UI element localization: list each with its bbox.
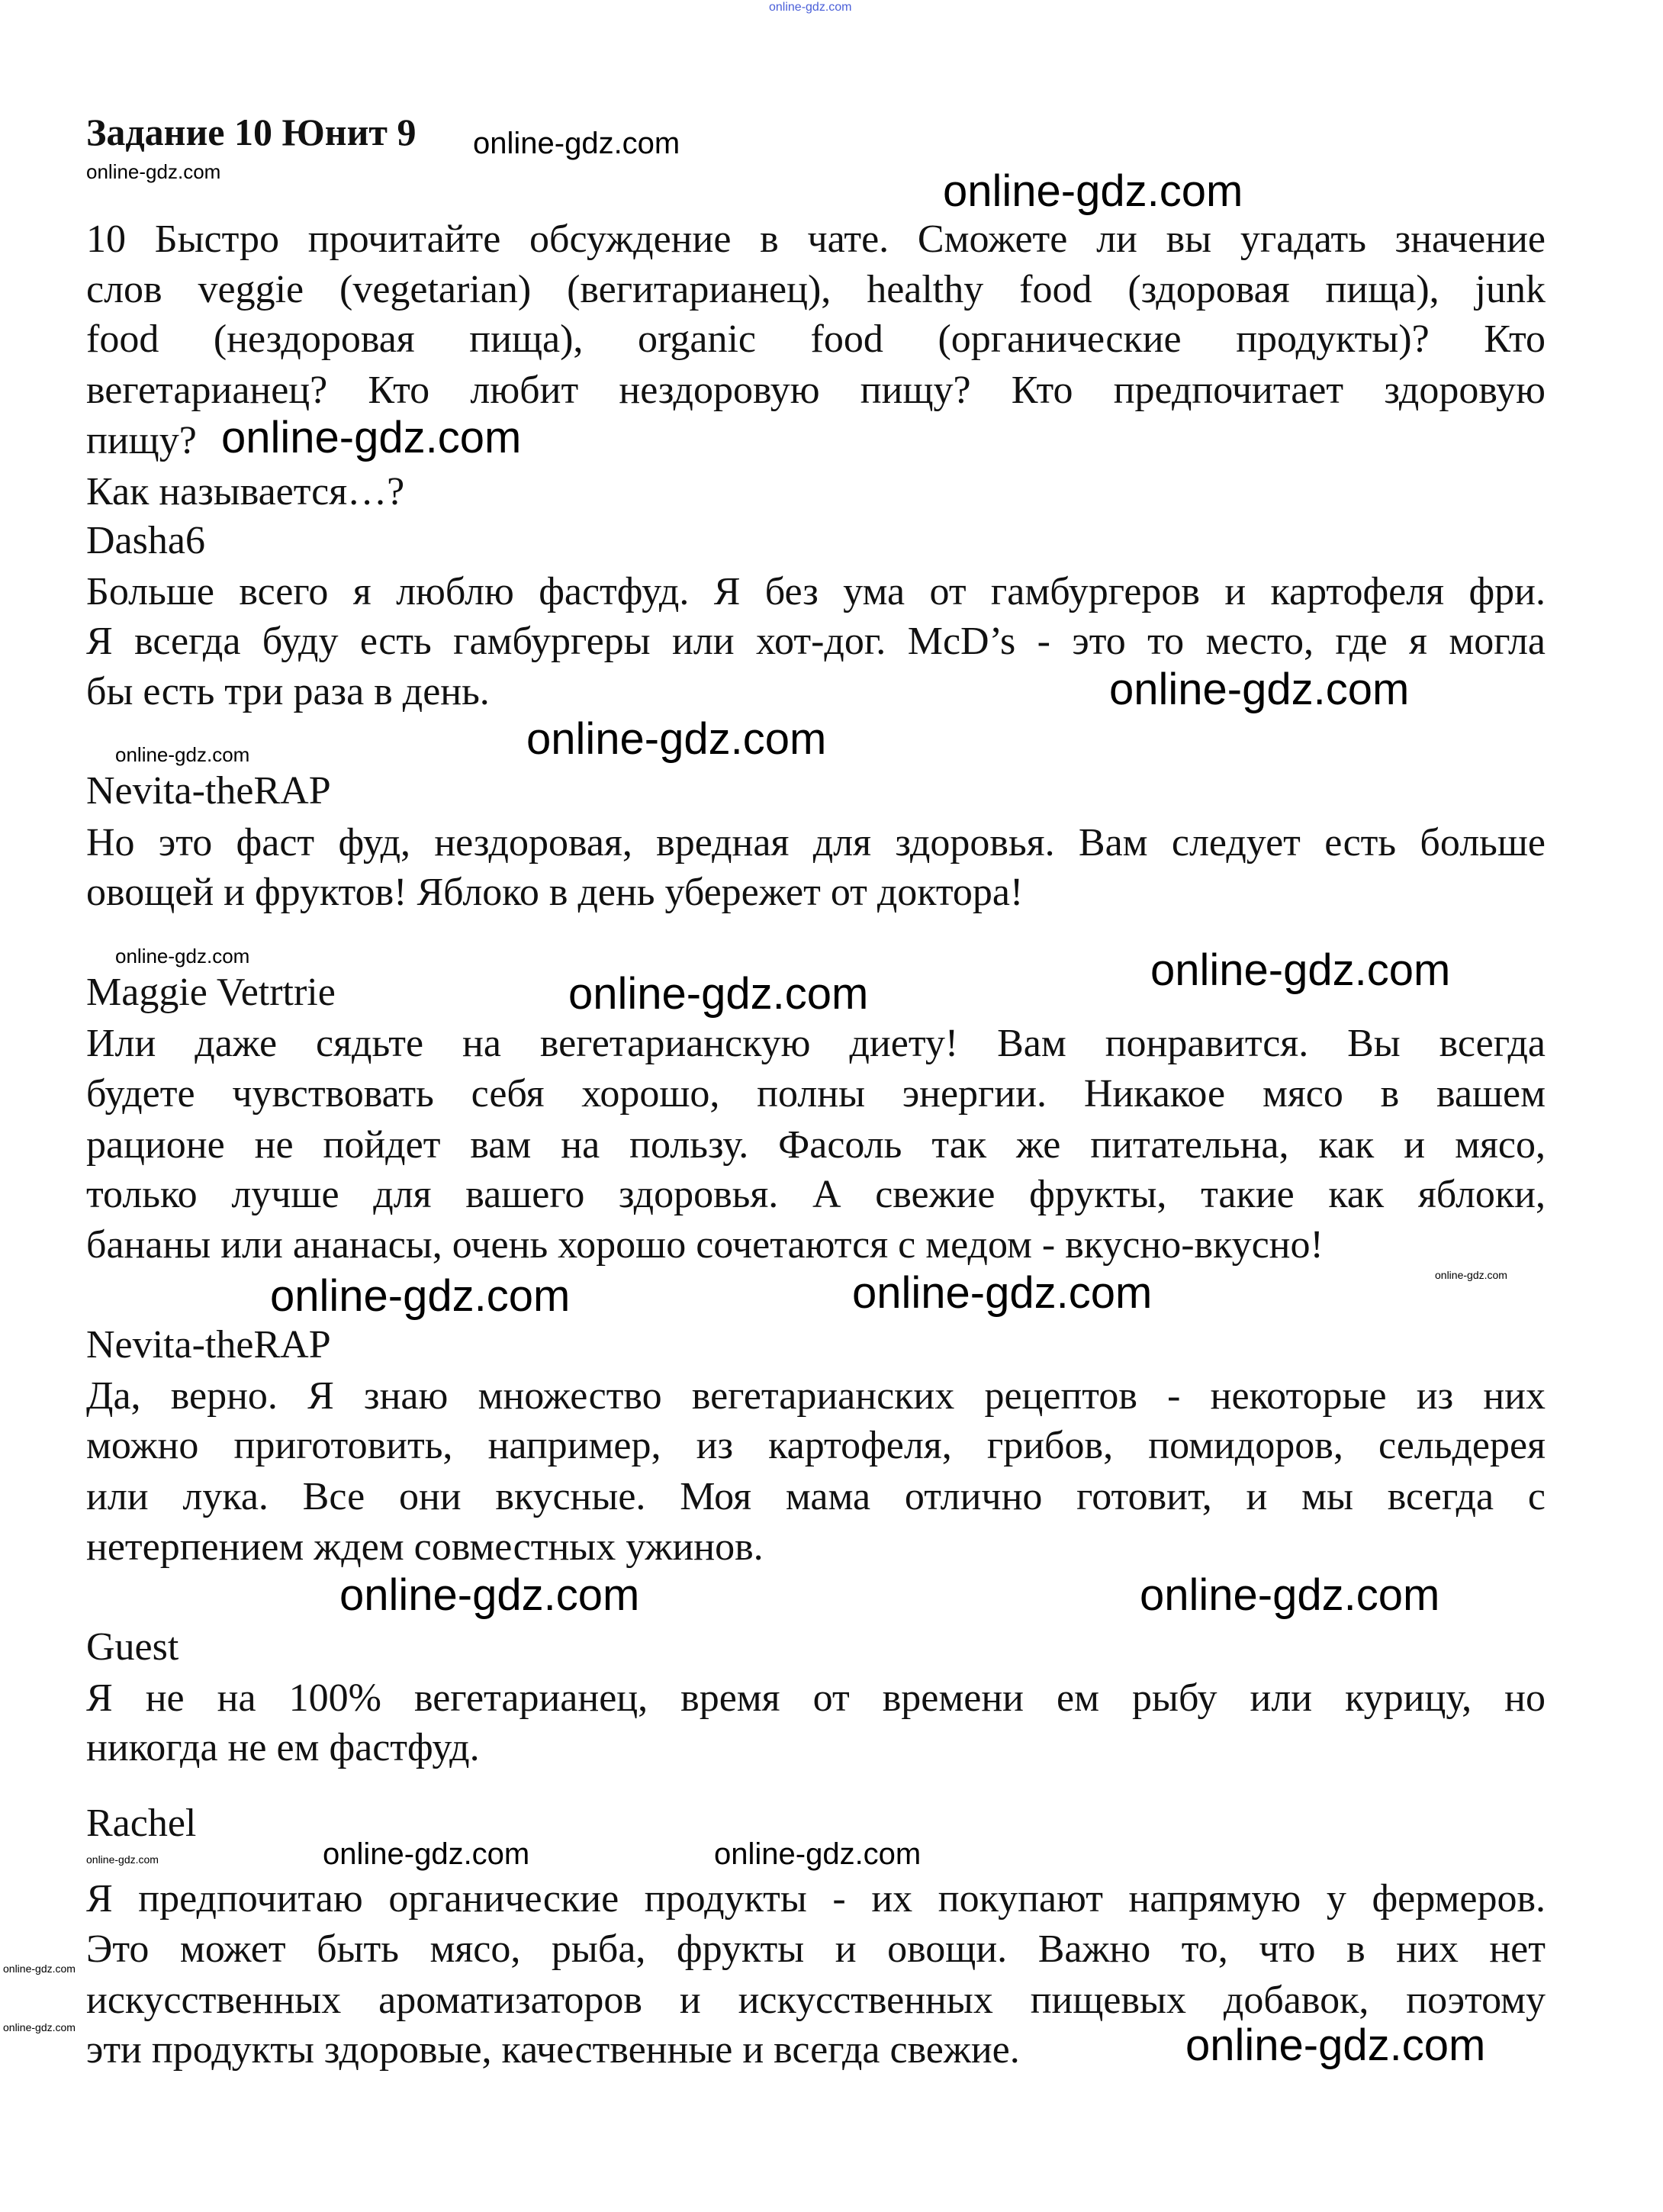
post-author: Dasha6 bbox=[86, 519, 205, 562]
watermark: online-gdz.com bbox=[270, 1271, 571, 1321]
watermark: online-gdz.com bbox=[115, 743, 250, 766]
post-line: рационе не пойдет вам на пользу. Фасоль так же питательна, как и мясо, bbox=[86, 1123, 1546, 1167]
post-line: бы есть три раза в день. bbox=[86, 670, 490, 713]
watermark: online-gdz.com bbox=[1435, 1269, 1507, 1281]
post-author: Nevita-theRAP bbox=[86, 1323, 331, 1367]
watermark: online-gdz.com bbox=[323, 1837, 530, 1871]
watermark: online-gdz.com bbox=[221, 413, 522, 462]
post-line: Это может быть мясо, рыба, фрукты и овощи. Важно то, что в них нет bbox=[86, 1927, 1546, 1971]
post-line: эти продукты здоровые, качественные и всегда свежие. bbox=[86, 2028, 1020, 2072]
post-line: Но это фаст фуд, нездоровая, вредная для здоровья. Вам следует есть больше bbox=[86, 821, 1546, 865]
task-line: пищу? bbox=[86, 419, 197, 462]
watermark: online-gdz.com bbox=[714, 1837, 922, 1871]
page-title: Задание 10 Юнит 9 bbox=[86, 111, 417, 153]
watermark: online-gdz.com bbox=[473, 127, 680, 160]
post-author: Rachel bbox=[86, 1801, 197, 1845]
post-line: Да, верно. Я знаю множество вегетарианских рецептов - некоторые из них bbox=[86, 1374, 1546, 1418]
watermark: online-gdz.com bbox=[86, 1853, 159, 1866]
section-heading: Как называется…? bbox=[86, 470, 405, 514]
task-line: food (нездоровая пища), organic food (органические продукты)? Кто bbox=[86, 317, 1546, 361]
post-author: Guest bbox=[86, 1625, 179, 1669]
watermark: online-gdz.com bbox=[526, 714, 827, 764]
watermark: online-gdz.com bbox=[852, 1268, 1153, 1318]
post-line: овощей и фруктов! Яблоко в день убережет от доктора! bbox=[86, 871, 1024, 914]
post-line: нетерпением ждем совместных ужинов. bbox=[86, 1525, 764, 1569]
watermark: online-gdz.com bbox=[943, 166, 1243, 216]
post-line: Я предпочитаю органические продукты - их покупают напрямую у фермеров. bbox=[86, 1877, 1546, 1921]
task-line: вегетарианец? Кто любит нездоровую пищу? Кто предпочитает здоровую bbox=[86, 369, 1546, 412]
post-line: Я не на 100% вегетарианец, время от времени ем рыбу или курицу, но bbox=[86, 1676, 1546, 1720]
watermark: online-gdz.com bbox=[3, 1962, 76, 1975]
post-author: Maggie Vetrtrie bbox=[86, 971, 336, 1014]
watermark: online-gdz.com bbox=[1185, 2020, 1486, 2070]
watermark: online-gdz.com bbox=[86, 160, 221, 183]
watermark: online-gdz.com bbox=[1140, 1570, 1440, 1620]
task-line: 10 Быстро прочитайте обсуждение в чате. Сможете ли вы угадать значение bbox=[86, 217, 1546, 261]
watermark: online-gdz.com bbox=[1109, 665, 1410, 714]
watermark: online-gdz.com bbox=[769, 1, 852, 14]
watermark: online-gdz.com bbox=[1150, 945, 1451, 995]
watermark: online-gdz.com bbox=[115, 945, 250, 968]
task-line: слов veggie (vegetarian) (вегитарианец), healthy food (здоровая пища), junk bbox=[86, 268, 1546, 311]
post-line: Больше всего я люблю фастфуд. Я без ума от гамбургеров и картофеля фри. bbox=[86, 570, 1546, 613]
post-line: Или даже сядьте на вегетарианскую диету! Вам понравится. Вы всегда bbox=[86, 1022, 1546, 1065]
post-author: Nevita-theRAP bbox=[86, 769, 331, 813]
post-line: или лука. Все они вкусные. Моя мама отлично готовит, и мы всегда с bbox=[86, 1475, 1546, 1518]
watermark: online-gdz.com bbox=[568, 969, 869, 1019]
post-line: только лучше для вашего здоровья. А свежие фрукты, такие как яблоки, bbox=[86, 1173, 1546, 1216]
post-line: можно приготовить, например, из картофеля, грибов, помидоров, сельдерея bbox=[86, 1424, 1546, 1467]
post-line: Я всегда буду есть гамбургеры или хот-дог. McD’s - это то место, где я могла bbox=[86, 620, 1546, 663]
post-line: будете чувствовать себя хорошо, полны энергии. Никакое мясо в вашем bbox=[86, 1072, 1546, 1116]
watermark: online-gdz.com bbox=[3, 2021, 76, 2033]
post-line: искусственных ароматизаторов и искусственных пищевых добавок, поэтому bbox=[86, 1979, 1546, 2022]
post-line: никогда не ем фастфуд. bbox=[86, 1726, 480, 1769]
watermark: online-gdz.com bbox=[339, 1570, 640, 1620]
post-line: бананы или ананасы, очень хорошо сочетаются с медом - вкусно-вкусно! bbox=[86, 1223, 1324, 1267]
